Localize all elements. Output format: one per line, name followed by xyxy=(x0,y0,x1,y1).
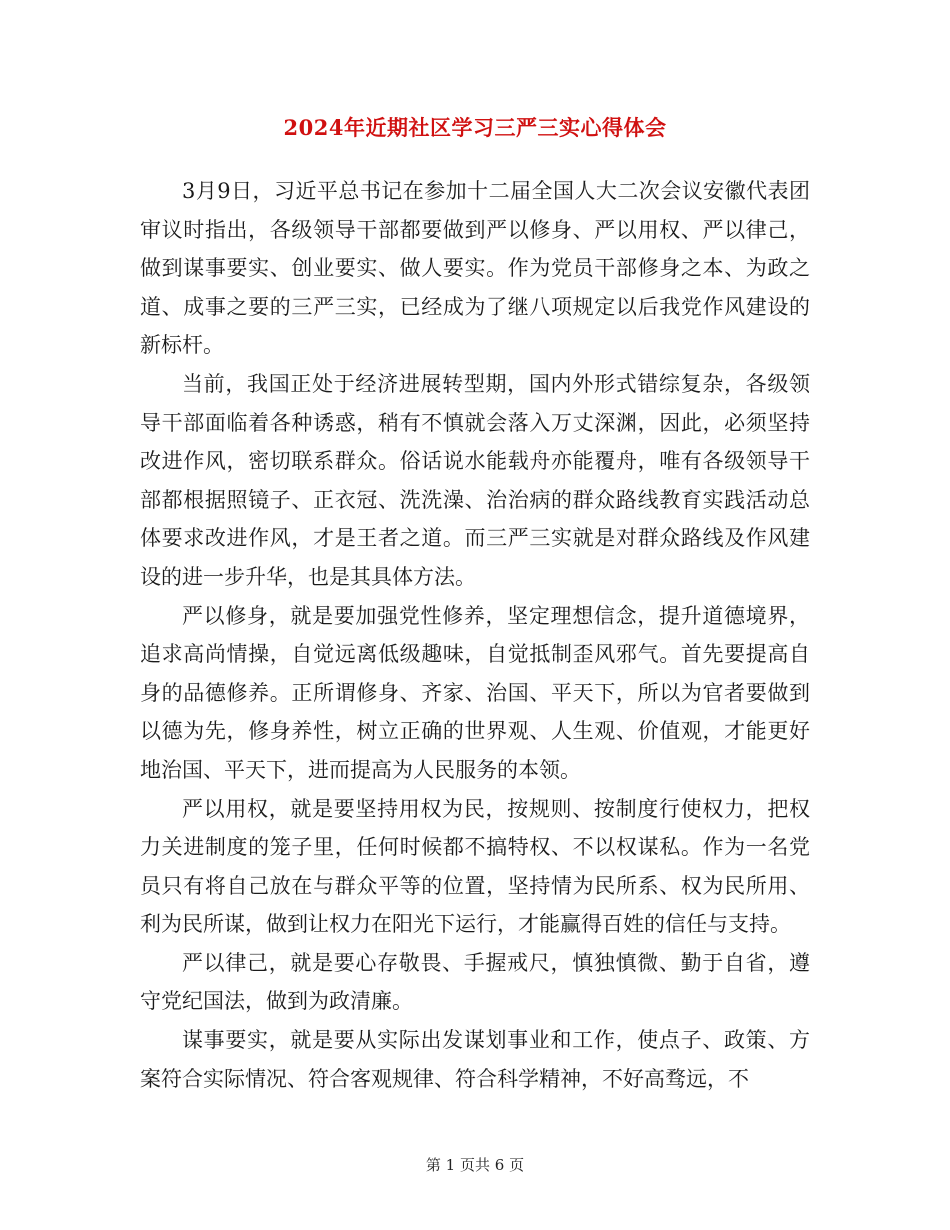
paragraph-1: 3月9日，习近平总书记在参加十二届全国人大二次会议安徽代表团审议时指出，各级领导干部都要做到严以修身、严以用权、严以律己，做到谋事要实、创业要实、做人要实。作为党员干部修身之本、为政之道、成事之要的三严三实，已经成为了继八项规定以后我党作风建设的新标杆。 xyxy=(140,179,810,358)
paragraph-2: 当前，我国正处于经济进展转型期，国内外形式错综复杂，各级领导干部面临着各种诱惑，稍有不慎就会落入万丈深渊，因此，必须坚持改进作风，密切联系群众。俗话说水能载舟亦能覆舟，唯有各级领导干部都根据照镜子、正衣冠、洗洗澡、治治病的群众路线教育实践活动总体要求改进作风，才是王者之道。而三严三实就是对群众路线及作风建设的进一步升华，也是其具体方法。 xyxy=(140,371,810,589)
page-number-footer: 第 1 页共 6 页 xyxy=(425,1156,525,1174)
document-title: 2024年近期社区学习三严三实心得体会 xyxy=(283,115,667,140)
paragraph-5: 严以律己，就是要心存敬畏、手握戒尺，慎独慎微、勤于自省，遵守党纪国法，做到为政清廉。 xyxy=(140,950,810,1014)
paragraph-3: 严以修身，就是要加强党性修养，坚定理想信念，提升道德境界，追求高尚情操，自觉远离低级趣味，自觉抵制歪风邪气。首先要提高自身的品德修养。正所谓修身、齐家、治国、平天下，所以为官者要做到以德为先，修身养性，树立正确的世界观、人生观、价值观，才能更好地治国、平天下，进而提高为人民服务的本领。 xyxy=(140,603,810,782)
paragraph-4: 严以用权，就是要坚持用权为民，按规则、按制度行使权力，把权力关进制度的笼子里，任何时候都不搞特权、不以权谋私。作为一名党员只有将自己放在与群众平等的位置，坚持情为民所系、权为民所用、利为民所谋，做到让权力在阳光下运行，才能赢得百姓的信任与支持。 xyxy=(140,796,810,937)
paragraph-6: 谋事要实，就是要从实际出发谋划事业和工作，使点子、政策、方案符合实际情况、符合客观规律、符合科学精神，不好高骛远，不 xyxy=(140,1028,810,1091)
document-body xyxy=(140,172,810,1098)
